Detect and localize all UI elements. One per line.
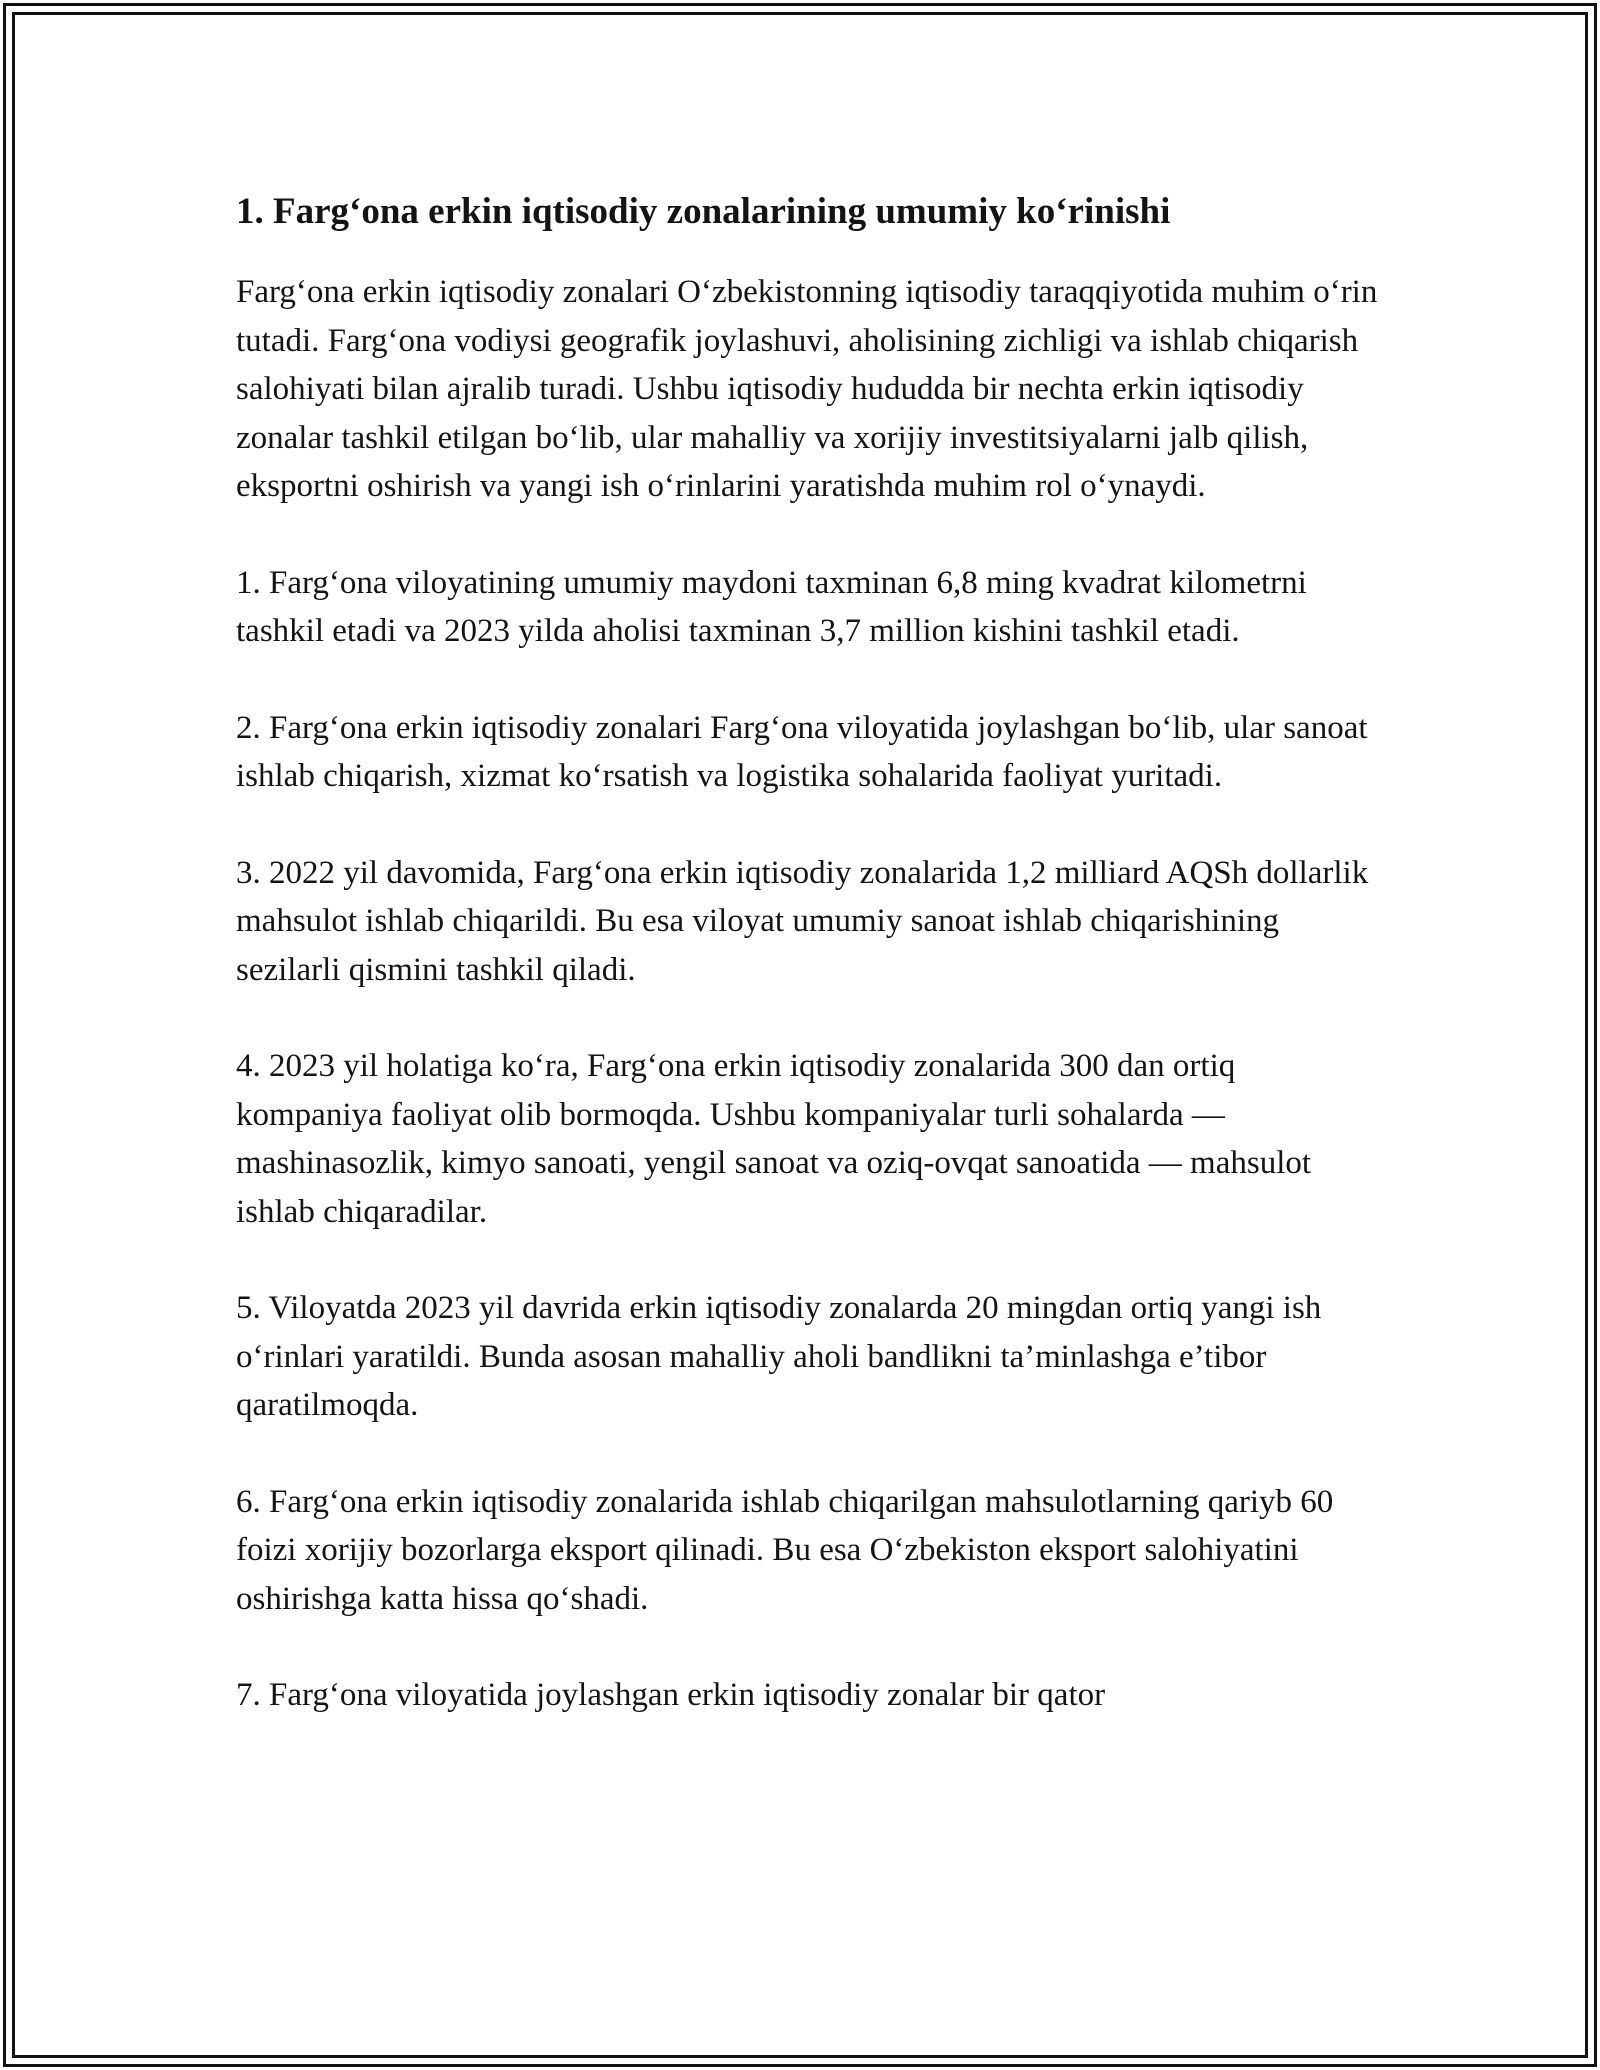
document-body xyxy=(236,190,1386,1768)
point-paragraph-6: 6. Farg‘ona erkin iqtisodiy zonalarida ishlab chiqarilgan mahsulotlarning qariyb 60 foizi xorijiy bozorlarga eksport qilinadi. Bu esa O‘zbekiston eksport salohiyatini oshirishga katta hissa qo‘shadi. xyxy=(236,1483,1334,1617)
section-heading: 1. Farg‘ona erkin iqtisodiy zonalarining umumiy ko‘rinishi xyxy=(236,191,1171,232)
point-paragraph-3: 3. 2022 yil davomida, Farg‘ona erkin iqtisodiy zonalarida 1,2 milliard AQSh dollarlik mahsulot ishlab chiqarildi. Bu esa viloyat umumiy sanoat ishlab chiqarishining sezilarli qismini tashkil qiladi. xyxy=(236,854,1369,988)
point-paragraph-5: 5. Viloyatda 2023 yil davrida erkin iqtisodiy zonalarda 20 mingdan ortiq yangi ish o‘rinlari yaratildi. Bunda asosan mahalliy aholi bandlikni ta’minlashga e’tibor qaratilmoqda. xyxy=(236,1290,1322,1423)
point-paragraph-1: 1. Farg‘ona viloyatining umumiy maydoni taxminan 6,8 ming kvadrat kilometrni tashkil etadi va 2023 yilda aholisi taxminan 3,7 million kishini tashkil etadi. xyxy=(236,564,1307,649)
intro-paragraph: Farg‘ona erkin iqtisodiy zonalari O‘zbekistonning iqtisodiy taraqqiyotida muhim o‘rin tutadi. Farg‘ona vodiysi geografik joylashuvi, aholisining zichligi va ishlab chiqarish salohiyati bilan ajralib turadi. Ushbu iqtisodiy hududda bir nechta erkin iqtisodiy zonalar tashkil etilgan bo‘lib, ular mahalliy va xorijiy investitsiyalarni jalb qilish, eksportni oshirish va yangi ish o‘rinlarini yaratishda muhim rol o‘ynaydi. xyxy=(236,274,1378,504)
point-paragraph-7: 7. Farg‘ona viloyatida joylashgan erkin iqtisodiy zonalar bir qator xyxy=(236,1677,1106,1713)
point-paragraph-2: 2. Farg‘ona erkin iqtisodiy zonalari Farg‘ona viloyatida joylashgan bo‘lib, ular sanoat ishlab chiqarish, xizmat ko‘rsatish va logistika sohalarida faoliyat yuritadi. xyxy=(236,709,1368,794)
point-paragraph-4: 4. 2023 yil holatiga ko‘ra, Farg‘ona erkin iqtisodiy zonalarida 300 dan ortiq kompaniya faoliyat olib bormoqda. Ushbu kompaniyalar turli sohalarda — mashinasozlik, kimyo sanoati, yengil sanoat va oziq-ovqat sanoatida — mahsulot ishlab chiqaradilar. xyxy=(236,1048,1312,1230)
